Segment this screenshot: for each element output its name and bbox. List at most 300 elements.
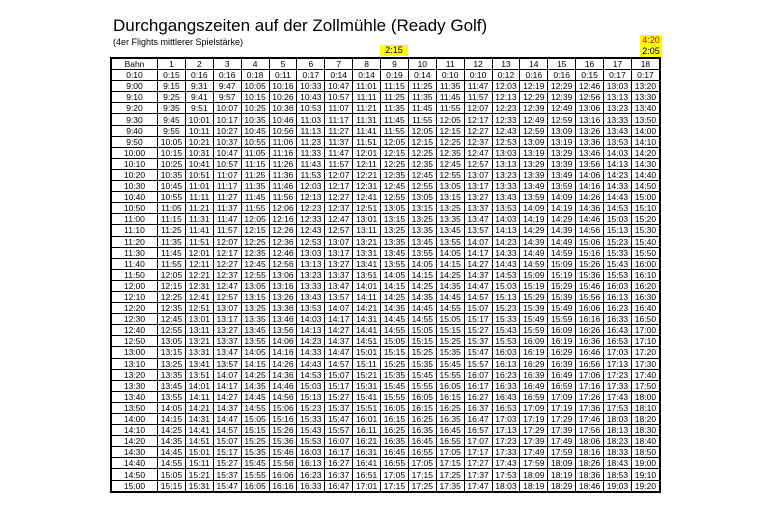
hole-time: 11:55 [381,125,409,136]
hole-time: 12:15 [158,280,186,291]
hole-time: 15:03 [604,214,632,225]
hole-time: 10:41 [185,158,213,169]
hole-time: 15:35 [381,369,409,380]
hole-time: 16:31 [353,447,381,458]
hole-time: 13:53 [604,136,632,147]
table-row [112,325,660,336]
hole-time: 15:26 [576,258,604,269]
start-time: 13:10 [112,358,158,369]
hole-time: 14:00 [631,125,659,136]
hole-time: 17:17 [464,447,492,458]
hole-time: 15:50 [631,247,659,258]
start-time: 12:20 [112,303,158,314]
hole-time: 14:01 [185,380,213,391]
hole-time: 17:27 [464,458,492,469]
hole-time: 11:23 [297,136,325,147]
hole-time: 12:33 [492,114,520,125]
hole-time: 13:09 [548,125,576,136]
hole-time: 15:27 [213,458,241,469]
hole-time: 11:56 [269,192,297,203]
hole-time: 13:35 [408,225,436,236]
hole-time: 13:41 [353,258,381,269]
hole-time: 17:05 [408,458,436,469]
hole-time: 17:19 [520,414,548,425]
start-time: 11:20 [112,236,158,247]
hole-time: 16:25 [408,414,436,425]
hole-time: 13:15 [381,214,409,225]
hole-time: 11:21 [353,103,381,114]
hole-time: 12:55 [381,192,409,203]
hole-time: 12:15 [241,225,269,236]
hole-time: 12:13 [492,92,520,103]
hole-number: 15 [548,59,576,70]
hole-time: 14:55 [381,325,409,336]
hole-time: 14:27 [464,258,492,269]
hole-time: 14:46 [269,380,297,391]
hole-time: 14:59 [520,258,548,269]
hole-duration: 0:14 [353,70,381,81]
hole-time: 13:25 [158,358,186,369]
hole-time: 13:46 [269,314,297,325]
table-body [112,59,660,492]
hole-time: 11:15 [381,81,409,92]
hole-time: 13:45 [408,236,436,247]
hole-time: 13:13 [492,158,520,169]
hole-time: 11:45 [381,114,409,125]
total-time-red: 4:20 [640,35,662,46]
hole-time: 13:57 [325,291,353,302]
hole-time: 14:26 [576,192,604,203]
hole-time: 15:27 [325,391,353,402]
hole-time: 13:25 [436,203,464,214]
hole-time: 13:35 [158,369,186,380]
hole-time: 15:25 [436,336,464,347]
hole-time: 14:57 [213,425,241,436]
table-row [112,402,660,413]
hole-time: 16:17 [325,447,353,458]
hole-time: 16:27 [325,458,353,469]
hole-duration: 0:10 [436,70,464,81]
table-row [112,114,660,125]
hole-time: 13:07 [464,169,492,180]
hole-time: 13:49 [548,169,576,180]
hole-time: 12:35 [158,303,186,314]
start-time: 9:30 [112,114,158,125]
hole-duration: 0:15 [576,70,604,81]
hole-time: 10:07 [213,103,241,114]
start-time: 9:10 [112,92,158,103]
start-time: 13:40 [112,391,158,402]
hole-time: 16:35 [436,414,464,425]
start-time: 12:10 [112,291,158,302]
hole-time: 11:51 [353,136,381,147]
hole-time: 13:16 [576,114,604,125]
hole-time: 13:05 [408,192,436,203]
hole-time: 14:37 [325,336,353,347]
hole-time: 12:01 [353,147,381,158]
hole-time: 16:17 [464,380,492,391]
hole-time: 11:16 [269,147,297,158]
hole-time: 15:06 [269,402,297,413]
hole-time: 16:35 [381,436,409,447]
hole-time: 13:57 [213,358,241,369]
hole-time: 12:33 [297,214,325,225]
table-row [112,169,660,180]
hole-time: 16:45 [436,425,464,436]
start-time: 13:50 [112,402,158,413]
hole-duration: 0:16 [548,70,576,81]
hole-time: 14:30 [631,158,659,169]
hole-number: 1 [158,59,186,70]
table-row [112,203,660,214]
hole-time: 10:11 [185,125,213,136]
hole-time: 14:40 [631,169,659,180]
hole-time: 14:27 [325,325,353,336]
hole-time: 13:06 [576,103,604,114]
hole-time: 12:55 [158,325,186,336]
hole-time: 14:56 [269,391,297,402]
hole-time: 12:51 [185,303,213,314]
hole-time: 15:45 [408,369,436,380]
hole-time: 12:17 [464,114,492,125]
hole-time: 12:49 [520,114,548,125]
hole-time: 13:56 [269,325,297,336]
hole-time: 12:55 [436,169,464,180]
hole-time: 18:00 [631,391,659,402]
hole-time: 14:55 [241,402,269,413]
hole-time: 13:43 [492,192,520,203]
hole-time: 17:39 [520,436,548,447]
hole-time: 18:10 [631,402,659,413]
hole-time: 11:25 [241,169,269,180]
hole-time: 14:31 [185,414,213,425]
hole-time: 16:00 [631,258,659,269]
hole-time: 10:05 [241,81,269,92]
hole-time: 11:27 [213,192,241,203]
hole-time: 13:29 [520,158,548,169]
hole-time: 17:33 [604,380,632,391]
hole-time: 12:45 [158,314,186,325]
hole-time: 11:35 [241,181,269,192]
table-row [112,136,660,147]
hole-time: 17:19 [548,402,576,413]
hole-time: 10:47 [325,81,353,92]
hole-time: 10:15 [241,92,269,103]
hole-time: 15:36 [576,269,604,280]
hole-time: 11:21 [185,203,213,214]
hole-time: 12:27 [213,258,241,269]
table-row [112,192,660,203]
hole-time: 14:33 [492,247,520,258]
hole-time: 18:29 [548,480,576,491]
hole-time: 14:19 [548,203,576,214]
hole-time: 14:19 [520,214,548,225]
hole-time: 16:41 [353,458,381,469]
hole-time: 14:55 [158,458,186,469]
hole-time: 15:00 [631,192,659,203]
hole-time: 16:23 [604,303,632,314]
hole-time: 14:46 [576,214,604,225]
hole-time: 16:30 [631,291,659,302]
hole-time: 12:46 [269,247,297,258]
hole-number: 9 [381,59,409,70]
hole-time: 17:23 [492,436,520,447]
hole-time: 11:35 [408,92,436,103]
hole-time: 18:20 [631,414,659,425]
hole-time: 18:13 [604,425,632,436]
hole-time: 14:20 [631,147,659,158]
hole-time: 14:16 [269,347,297,358]
hole-time: 16:49 [548,369,576,380]
hole-time: 13:11 [185,325,213,336]
hole-time: 16:56 [576,358,604,369]
hole-time: 9:45 [158,114,186,125]
hole-time: 14:25 [408,280,436,291]
hole-time: 10:57 [325,92,353,103]
hole-time: 12:53 [297,236,325,247]
hole-time: 13:07 [213,303,241,314]
hole-time: 14:29 [548,214,576,225]
hole-time: 13:26 [576,125,604,136]
hole-time: 17:10 [631,336,659,347]
hole-time: 12:21 [353,169,381,180]
hole-time: 17:25 [408,480,436,491]
hole-time: 16:05 [381,402,409,413]
hole-time: 18:30 [631,425,659,436]
hole-duration: 0:17 [297,70,325,81]
hole-time: 15:53 [492,336,520,347]
hole-time: 16:47 [325,480,353,491]
hole-time: 15:23 [297,402,325,413]
hole-time: 17:25 [436,469,464,480]
hole-time: 12:47 [213,280,241,291]
hole-time: 14:45 [241,391,269,402]
hole-time: 13:57 [464,225,492,236]
hole-time: 11:01 [185,181,213,192]
hole-time: 12:37 [464,136,492,147]
hole-time: 18:19 [520,480,548,491]
hole-time: 13:15 [158,347,186,358]
hole-time: 16:03 [492,347,520,358]
hole-time: 18:46 [576,480,604,491]
hole-time: 10:47 [213,147,241,158]
hole-time: 11:47 [213,214,241,225]
hole-time: 15:19 [548,269,576,280]
hole-time: 17:13 [492,425,520,436]
hole-time: 14:43 [604,192,632,203]
hole-time: 18:06 [576,436,604,447]
hole-time: 15:55 [241,469,269,480]
hole-time: 13:21 [185,336,213,347]
hole-time: 12:56 [269,258,297,269]
hole-time: 16:43 [604,325,632,336]
hole-time: 14:51 [353,336,381,347]
hole-time: 15:03 [492,280,520,291]
hole-time: 14:53 [604,203,632,214]
start-time: 10:40 [112,192,158,203]
hole-duration: 0:16 [185,70,213,81]
hole-time: 12:35 [436,147,464,158]
hole-time: 14:45 [408,303,436,314]
hole-time: 15:57 [325,425,353,436]
hole-time: 16:26 [576,325,604,336]
hole-time: 11:36 [269,169,297,180]
hole-time: 17:36 [576,402,604,413]
hole-time: 9:35 [158,103,186,114]
table-row [112,125,660,136]
hole-time: 14:07 [213,369,241,380]
table-row [112,269,660,280]
hole-time: 16:03 [604,280,632,291]
hole-time: 15:55 [436,369,464,380]
hole-time: 14:37 [213,402,241,413]
table-row [112,447,660,458]
hole-time: 14:33 [604,181,632,192]
hole-time: 12:29 [520,92,548,103]
hole-number: 14 [520,59,548,70]
hole-time: 15:05 [381,336,409,347]
start-time: 14:10 [112,425,158,436]
hole-time: 15:46 [576,280,604,291]
hole-time: 9:51 [185,103,213,114]
hole-time: 14:51 [185,436,213,447]
hole-time: 16:43 [492,391,520,402]
hole-time: 15:39 [520,303,548,314]
hole-time: 12:43 [492,125,520,136]
hole-time: 12:21 [185,269,213,280]
hole-time: 11:13 [297,125,325,136]
hole-time: 12:29 [548,81,576,92]
hole-duration: 0:16 [520,70,548,81]
hole-time: 13:23 [297,269,325,280]
hole-time: 10:55 [158,192,186,203]
hole-time: 14:45 [381,314,409,325]
hole-time: 10:25 [158,158,186,169]
hole-time: 16:39 [548,358,576,369]
hole-time: 15:21 [353,369,381,380]
hole-time: 17:29 [520,425,548,436]
hole-time: 12:15 [436,125,464,136]
hole-time: 11:45 [241,192,269,203]
hole-number: 12 [464,59,492,70]
hole-time: 13:15 [241,291,269,302]
hole-time: 11:15 [241,158,269,169]
hole-time: 15:56 [576,291,604,302]
hole-time: 17:43 [492,458,520,469]
hole-time: 15:07 [464,303,492,314]
hole-time: 14:15 [436,258,464,269]
hole-time: 16:57 [464,425,492,436]
hole-time: 14:03 [604,147,632,158]
hole-time: 15:49 [520,314,548,325]
hole-time: 15:33 [492,314,520,325]
hole-time: 13:19 [520,147,548,158]
table-row [112,291,660,302]
hole-time: 14:47 [213,414,241,425]
hole-time: 16:47 [464,414,492,425]
hole-time: 17:39 [548,425,576,436]
hole-time: 14:47 [325,347,353,358]
hole-time: 16:19 [548,336,576,347]
hole-time: 12:57 [325,225,353,236]
hole-time: 13:59 [548,181,576,192]
hole-time: 11:55 [158,258,186,269]
hole-time: 17:40 [631,369,659,380]
hole-time: 16:33 [604,314,632,325]
hole-time: 19:03 [604,480,632,491]
hole-time: 15:23 [604,236,632,247]
hole-time: 15:41 [353,391,381,402]
hole-time: 16:11 [353,425,381,436]
hole-time: 16:59 [520,391,548,402]
hole-time: 15:25 [241,436,269,447]
table-row [112,358,660,369]
hole-time: 16:09 [548,325,576,336]
hole-time: 16:16 [269,480,297,491]
hole-time: 15:40 [631,236,659,247]
hole-time: 15:37 [325,402,353,413]
hole-time: 14:35 [408,291,436,302]
hole-time: 14:37 [464,269,492,280]
hole-time: 14:59 [548,247,576,258]
hole-time: 10:31 [185,147,213,158]
hole-time: 14:36 [269,369,297,380]
hole-time: 12:41 [185,291,213,302]
hole-time: 10:15 [158,147,186,158]
hole-time: 11:17 [325,114,353,125]
hole-duration: 0:10 [464,70,492,81]
hole-time: 16:07 [325,436,353,447]
hole-time: 13:46 [576,147,604,158]
hole-time: 14:31 [353,314,381,325]
hole-time: 16:09 [520,336,548,347]
hole-time: 12:57 [213,291,241,302]
hole-time: 13:29 [548,147,576,158]
hole-time: 11:45 [436,92,464,103]
hole-time: 14:06 [576,169,604,180]
hole-time: 15:05 [241,414,269,425]
start-time: 14:30 [112,447,158,458]
hole-time: 15:47 [213,480,241,491]
hole-time: 14:05 [381,269,409,280]
hole-time: 15:09 [520,269,548,280]
hole-time: 12:41 [353,192,381,203]
hole-time: 13:39 [520,169,548,180]
hole-time: 15:11 [185,458,213,469]
hole-time: 16:29 [548,347,576,358]
hole-time: 13:33 [297,280,325,291]
hole-time: 14:17 [213,380,241,391]
start-time: 12:40 [112,325,158,336]
hole-time: 13:05 [158,336,186,347]
start-time: 11:50 [112,269,158,280]
hole-time: 16:03 [297,447,325,458]
hole-time: 16:36 [576,336,604,347]
table-row [112,247,660,258]
hole-time: 9:55 [158,125,186,136]
start-time: 10:50 [112,203,158,214]
start-time: 11:00 [112,214,158,225]
hole-time: 16:15 [408,402,436,413]
hole-time: 9:57 [213,92,241,103]
hole-time: 16:23 [492,369,520,380]
hole-time: 16:37 [464,402,492,413]
hole-time: 10:55 [241,136,269,147]
hole-time: 16:29 [520,358,548,369]
hole-time: 14:53 [297,369,325,380]
hole-time: 10:56 [269,125,297,136]
hole-time: 16:46 [576,347,604,358]
